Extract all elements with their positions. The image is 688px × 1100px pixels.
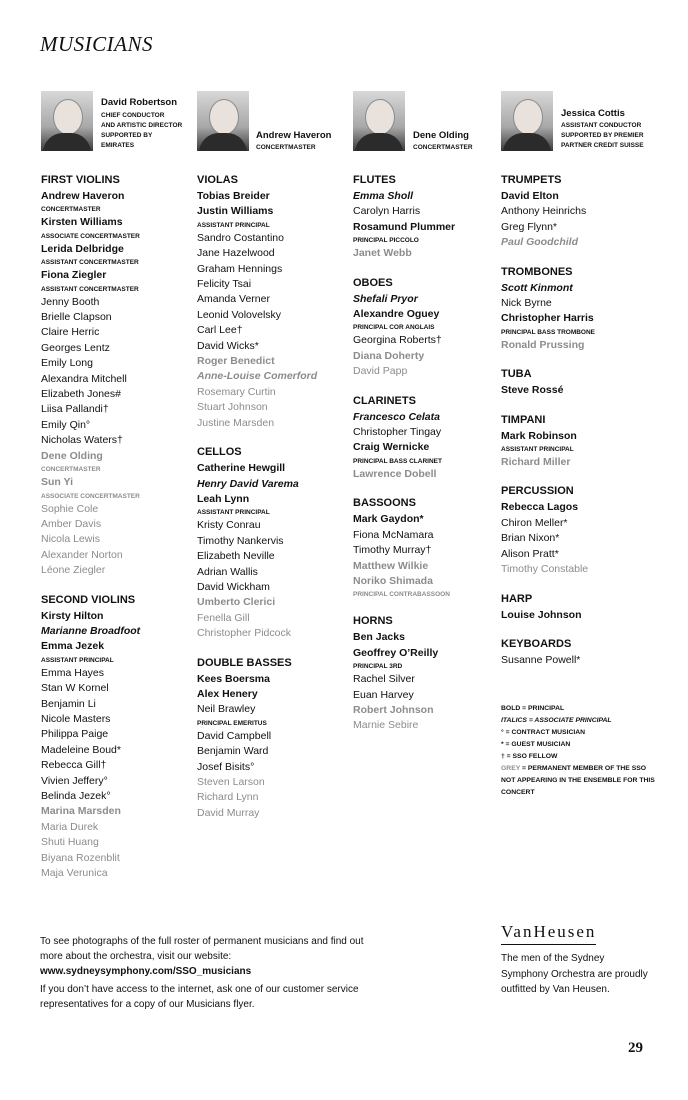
section-list: Andrew Haveron CONCERTMASTER Kirsten Williams ASSOCIATE CONCERTMASTER Lerida Delbridge ASSISTANT CONCERTMASTER Fiona Ziegler ASSISTANT CONCERTMASTER Jenny Booth Brielle Clapson Claire Herric Georges Lentz Emily Long Alexandra Mitchell Elizabeth Jones# Liisa Pallandi† Emily Qin° Nicholas Waters† Dene Olding CONCERTMASTER Sun Yi ASSOCIATE CONCERTMASTER Sophie Cole Amber Davis Nicola Lewis Alexander Norton Léone Ziegler: [41, 190, 140, 577]
footer-line: If you don’t have access to the internet, ask one of our customer service representatives for a copy of our Musicians flyer.: [40, 984, 359, 1010]
section-heading: BASSOONS: [353, 497, 416, 510]
legend-bold: BOLD = PRINCIPAL: [501, 705, 565, 712]
section-heading: CELLOS: [197, 446, 242, 459]
column-brass-percussion: [501, 173, 651, 668]
section-heading: CLARINETS: [353, 394, 416, 407]
section-heading: SECOND VIOLINS: [41, 593, 136, 606]
leader-role: ASSISTANT CONDUCTOR SUPPORTED BY PREMIER PARTNER CREDIT SUISSE: [561, 122, 644, 149]
portrait-photo: [41, 91, 93, 151]
website-link[interactable]: www.sydneysymphony.com/SSO_musicians: [40, 966, 252, 977]
section-list: Mark Robinson ASSISTANT PRINCIPAL Richard Miller: [501, 429, 577, 469]
leader-name: David Robertson: [101, 97, 178, 108]
section-heading: VIOLAS: [197, 174, 238, 186]
column-strings-lower: [197, 173, 347, 821]
page-title: MUSICIANS: [40, 32, 153, 56]
section-list: Rebecca Lagos Chiron Meller* Brian Nixon* Alison Pratt* Timothy Constable: [501, 501, 589, 576]
section-list: Louise Johnson: [501, 608, 582, 621]
section-list: Kees Boersma Alex Henery Neil Brawley PRINCIPAL EMERITUS David Campbell Benjamin Ward Josef Bisits° Steven Larson Richard Lynn David Murray: [197, 672, 272, 819]
section-list: Shefali Pryor Alexandre Oguey PRINCIPAL COR ANGLAIS Georgina Roberts† Diana Doherty David Papp: [353, 292, 442, 378]
sponsor-text: The men of the Sydney Symphony Orchestra are proudly outfitted by Van Heusen.: [501, 953, 648, 995]
portrait-photo: [197, 91, 249, 151]
legend-contract: ° = CONTRACT MUSICIAN: [501, 729, 586, 736]
leader-name: Dene Olding: [413, 130, 469, 141]
leader-name: Jessica Cottis: [561, 108, 625, 119]
legend-key: [501, 703, 661, 799]
section-heading: OBOES: [353, 276, 393, 289]
section-list: Kirsty Hilton Marianne Broadfoot Emma Jezek ASSISTANT PRINCIPAL Emma Hayes Stan W Kornel Benjamin Li Nicole Masters Philippa Paige Madeleine Boud* Rebecca Gill† Vivien Jeffery° Belinda Jezek° Marina Marsden Maria Durek Shuti Huang Biyana Rozenblit Maja Verunica: [41, 609, 141, 880]
section-list: Steve Rossé: [501, 384, 564, 397]
section-heading: TRUMPETS: [501, 174, 562, 186]
leader-role: CHIEF CONDUCTOR AND ARTISTIC DIRECTOR SUPPORTED BY EMIRATES: [101, 112, 183, 149]
section-list: Francesco Celata Christopher Tingay Craig Wernicke PRINCIPAL BASS CLARINET Lawrence Dobell: [353, 410, 442, 480]
page-number: 29: [628, 1040, 643, 1056]
legend-grey: GREY = PERMANENT MEMBER OF THE SSO NOT APPEARING IN THE ENSEMBLE FOR THIS CONCERT: [501, 765, 655, 796]
legend-guest: * = GUEST MUSICIAN: [501, 741, 571, 748]
leader-name: Andrew Haveron: [256, 130, 332, 141]
column-woodwinds-horns: [353, 173, 503, 734]
footer-line: To see photographs of the full roster of permanent musicians and find out more about the orchestra, visit our website:: [40, 936, 364, 962]
section-list: Mark Gaydon* Fiona McNamara Timothy Murray† Matthew Wilkie Noriko Shimada PRINCIPAL CONTRABASSOON: [353, 513, 450, 599]
section-heading: TUBA: [501, 368, 532, 381]
legend-fellow: † = SSO FELLOW: [501, 753, 558, 760]
section-heading: FIRST VIOLINS: [41, 174, 120, 186]
leader-role: CONCERTMASTER: [256, 144, 316, 151]
section-heading: HARP: [501, 592, 533, 605]
section-heading: KEYBOARDS: [501, 637, 572, 650]
section-list: Ben Jacks Geoffrey O’Reilly PRINCIPAL 3RD Rachel Silver Euan Harvey Robert Johnson Marnie Sebire: [353, 631, 439, 732]
portrait-photo: [501, 91, 553, 151]
section-heading: PERCUSSION: [501, 485, 574, 498]
footer-info: [40, 934, 380, 1015]
section-heading: TROMBONES: [501, 265, 573, 278]
section-list: Tobias Breider Justin Williams ASSISTANT PRINCIPAL Sandro Costantino Jane Hazelwood Graham Hennings Felicity Tsai Amanda Verner Leonid Volovelsky Carl Lee† David Wicks* Roger Benedict Anne-Louise Comerford Rosemary Curtin Stuart Johnson Justine Marsden: [197, 190, 318, 429]
section-heading: TIMPANI: [501, 413, 546, 426]
section-heading: FLUTES: [353, 174, 396, 186]
section-heading: HORNS: [353, 615, 393, 628]
column-strings-violins: [41, 173, 191, 881]
section-list: Catherine Hewgill Henry David Varema Leah Lynn ASSISTANT PRINCIPAL Kristy Conrau Timothy Nankervis Elizabeth Neville Adrian Wallis David Wickham Umberto Clerici Fenella Gill Christopher Pidcock: [197, 462, 299, 640]
section-list: Scott Kinmont Nick Byrne Christopher Harris PRINCIPAL BASS TROMBONE Ronald Prussing: [501, 281, 596, 351]
section-list: Susanne Powell*: [501, 653, 581, 666]
van-heusen-logo: VanHeusen: [501, 922, 596, 945]
section-heading: DOUBLE BASSES: [197, 656, 292, 669]
section-list: David Elton Anthony Heinrichs Greg Flynn* Paul Goodchild: [501, 190, 587, 249]
portrait-photo: [353, 91, 405, 151]
section-list: Emma Sholl Carolyn Harris Rosamund Plummer PRINCIPAL PICCOLO Janet Webb: [353, 190, 456, 260]
leader-role: CONCERTMASTER: [413, 144, 473, 151]
legend-italics: ITALICS = ASSOCIATE PRINCIPAL: [501, 717, 612, 724]
